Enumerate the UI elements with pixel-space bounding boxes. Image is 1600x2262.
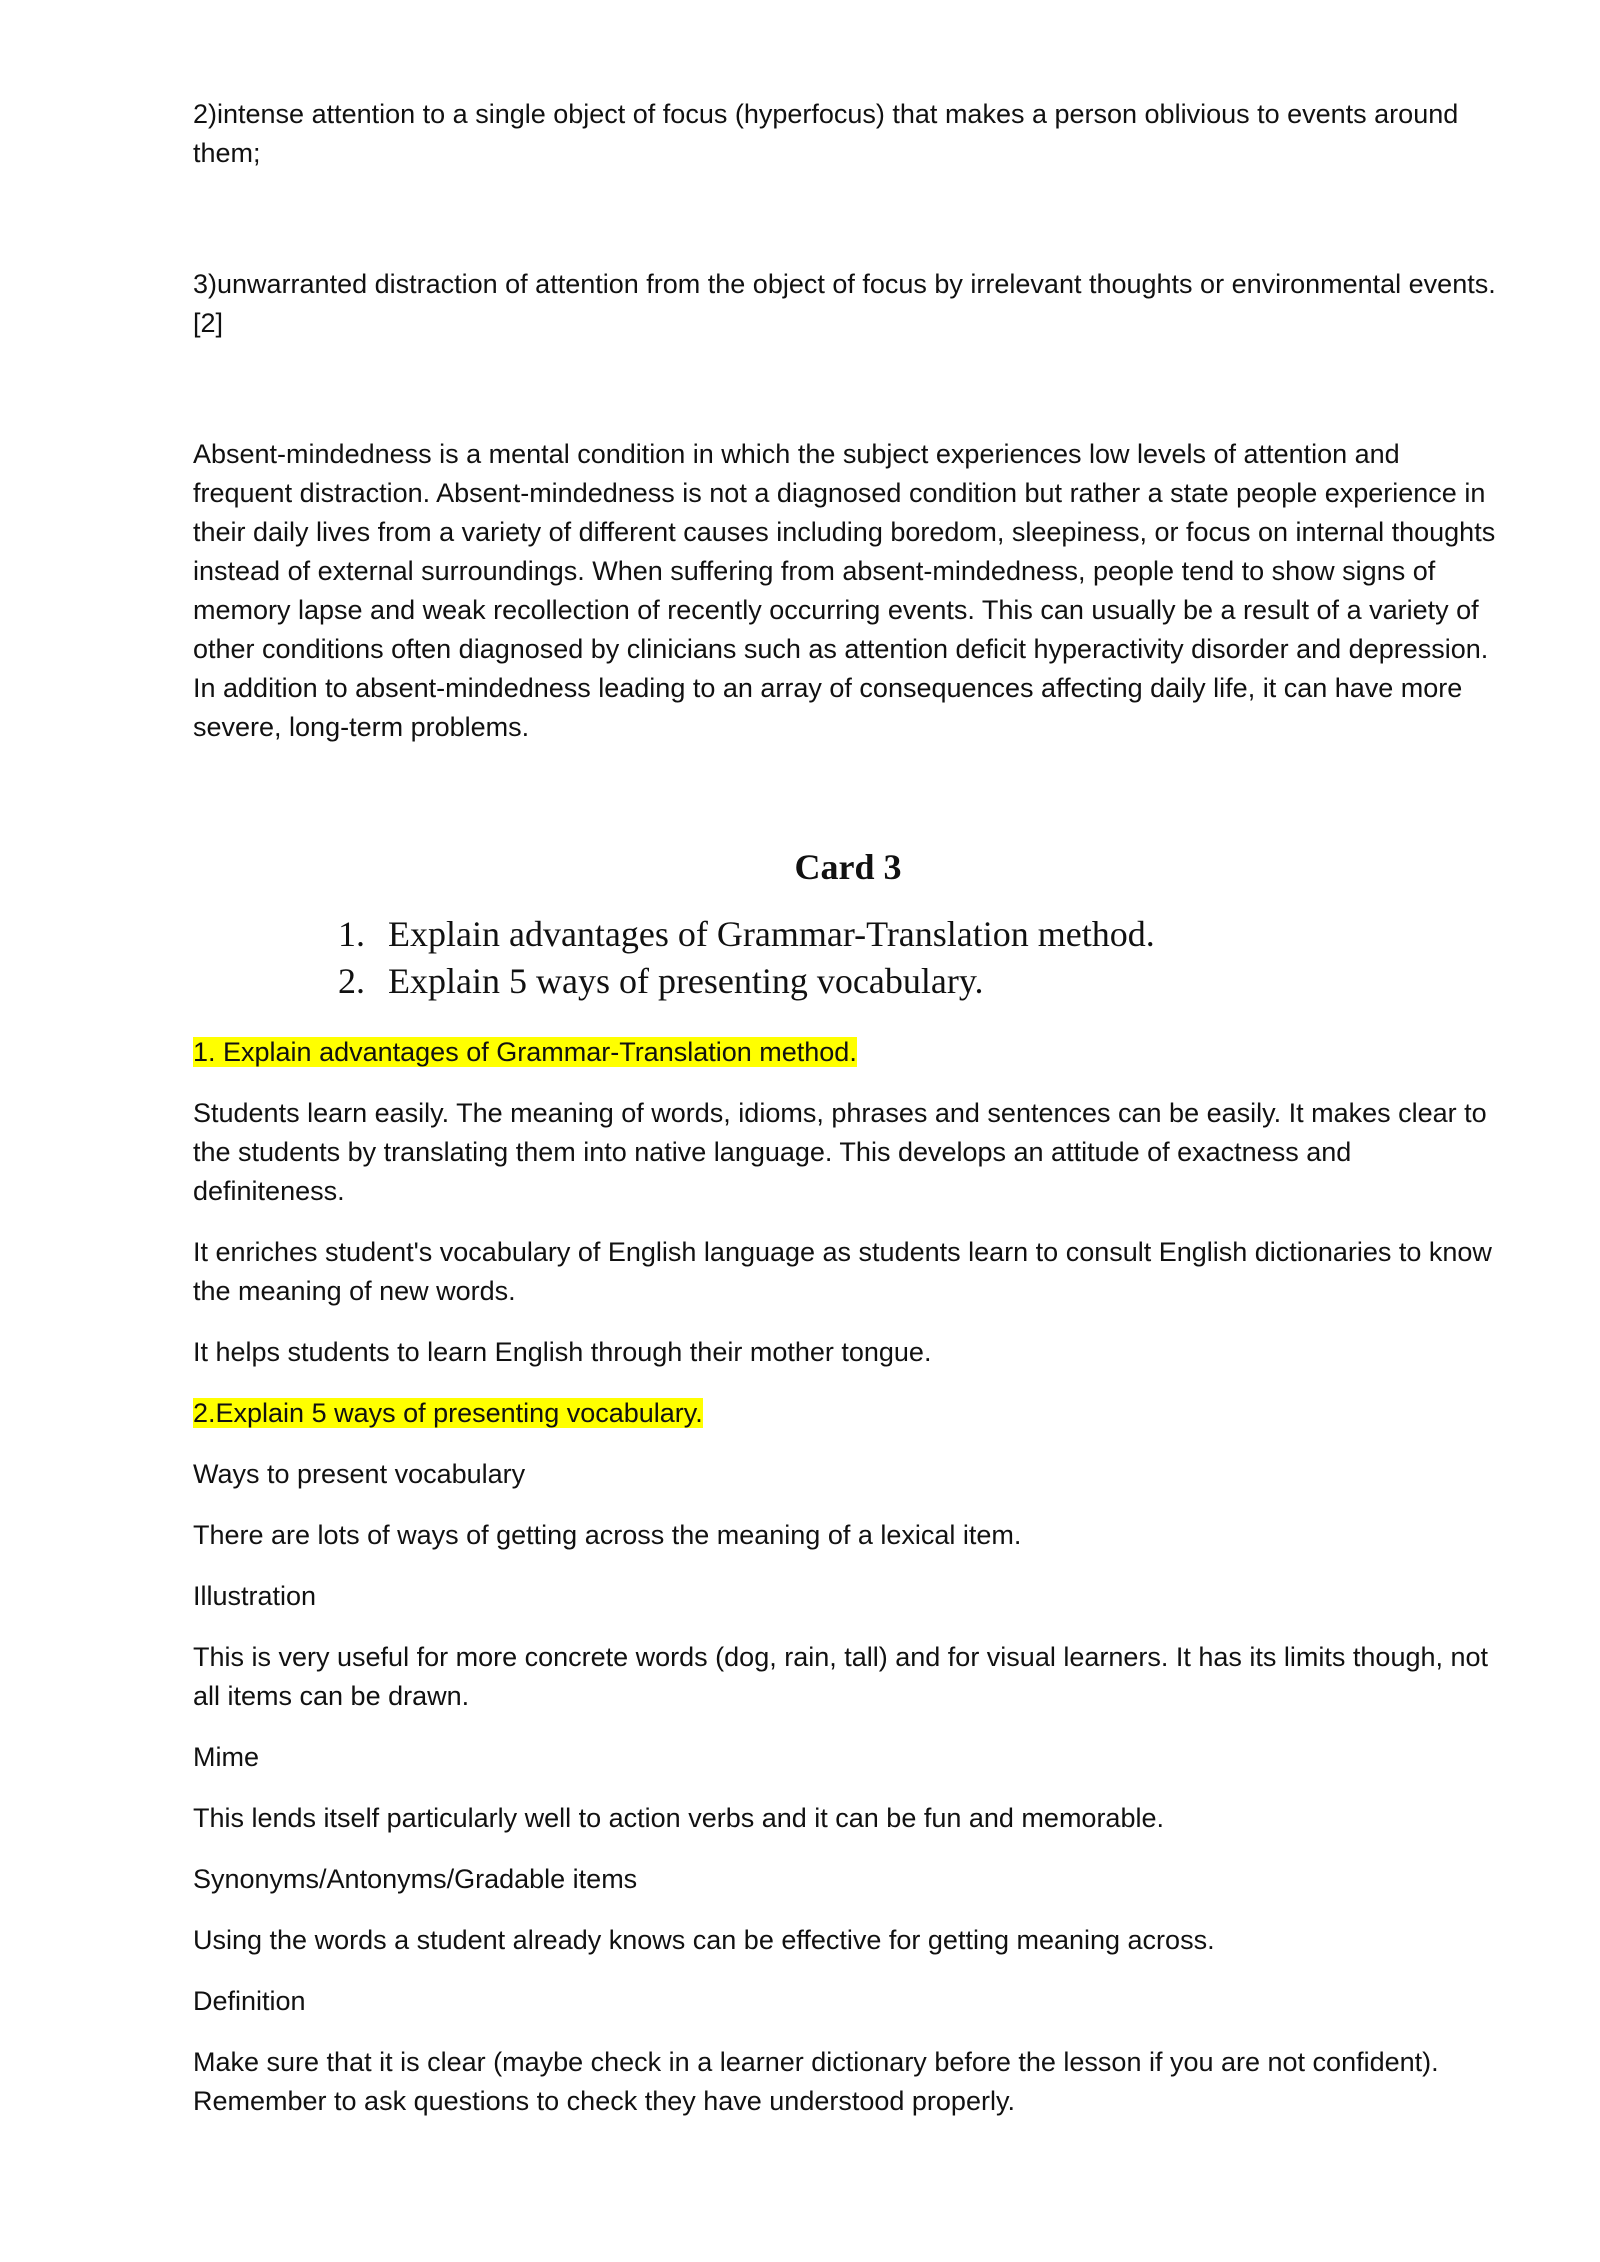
answer2-paragraph: This is very useful for more concrete words (dog, rain, tall) and for visual learners. It has its limits though, not all items can be drawn. xyxy=(193,1642,1489,1711)
answer2-paragraph: There are lots of ways of getting across the meaning of a lexical item. xyxy=(193,1520,1022,1550)
card-question-2 xyxy=(338,958,1155,1005)
list-item-2: 2)intense attention to a single object of focus (hyperfocus) that makes a person oblivious to events around them; xyxy=(193,99,1459,168)
answer2-paragraph: Using the words a student already knows can be effective for getting meaning across. xyxy=(193,1925,1215,1955)
answer1-paragraph: Students learn easily. The meaning of words, idioms, phrases and sentences can be easily. It makes clear to the students by translating them into native language. This develops an attitude of exactness and definiteness. xyxy=(193,1098,1487,1206)
card-question-number: 2. xyxy=(338,961,365,1001)
answer2-paragraph: This lends itself particularly well to action verbs and it can be fun and memorable. xyxy=(193,1803,1164,1833)
card-question-text: Explain advantages of Grammar-Translation method. xyxy=(388,914,1155,954)
highlighted-heading: 1. Explain advantages of Grammar-Translation method. xyxy=(193,1037,857,1067)
card-question-1 xyxy=(338,911,1155,958)
card-question-text: Explain 5 ways of presenting vocabulary. xyxy=(388,961,984,1001)
answer2-paragraph: Make sure that it is clear (maybe check in a learner dictionary before the lesson if you are not confident). Remember to ask questions to check they have understood properly. xyxy=(193,2047,1439,2116)
card-question-list xyxy=(338,911,1155,1005)
answer1-paragraph: It helps students to learn English through their mother tongue. xyxy=(193,1337,932,1367)
document-content xyxy=(193,95,1503,2116)
highlighted-heading: 2.Explain 5 ways of presenting vocabulary. xyxy=(193,1398,703,1428)
answer2-subheading: Mime xyxy=(193,1742,259,1772)
card-title: Card 3 xyxy=(794,847,902,887)
answer2-heading xyxy=(193,1394,1503,1433)
answer1-paragraph: It enriches student's vocabulary of English language as students learn to consult English dictionaries to know the meaning of new words. xyxy=(193,1237,1492,1306)
absent-mindedness-paragraph: Absent-mindedness is a mental condition in which the subject experiences low levels of attention and frequent distraction. Absent-mindedness is not a diagnosed condition but rather a state people experience in their daily lives from a variety of different causes including boredom, sleepiness, or focus on internal thoughts instead of external surroundings. When suffering from absent-mindedness, people tend to show signs of memory lapse and weak recollection of recently occurring events. This can usually be a result of a variety of other conditions often diagnosed by clinicians such as attention deficit hyperactivity disorder and depression. In addition to absent-mindedness leading to an array of consequences affecting daily life, it can have more severe, long-term problems. xyxy=(193,439,1496,742)
answer1-heading xyxy=(193,1033,1503,1072)
answers-section xyxy=(193,1033,1503,2121)
answer2-subheading: Definition xyxy=(193,1986,306,2016)
answer2-paragraph: Ways to present vocabulary xyxy=(193,1459,526,1489)
answer2-subheading: Synonyms/Antonyms/Gradable items xyxy=(193,1864,638,1894)
card-question-number: 1. xyxy=(338,914,365,954)
list-item-3: 3)unwarranted distraction of attention from the object of focus by irrelevant thoughts or environmental events.[2] xyxy=(193,269,1496,338)
answer2-subheading: Illustration xyxy=(193,1581,317,1611)
